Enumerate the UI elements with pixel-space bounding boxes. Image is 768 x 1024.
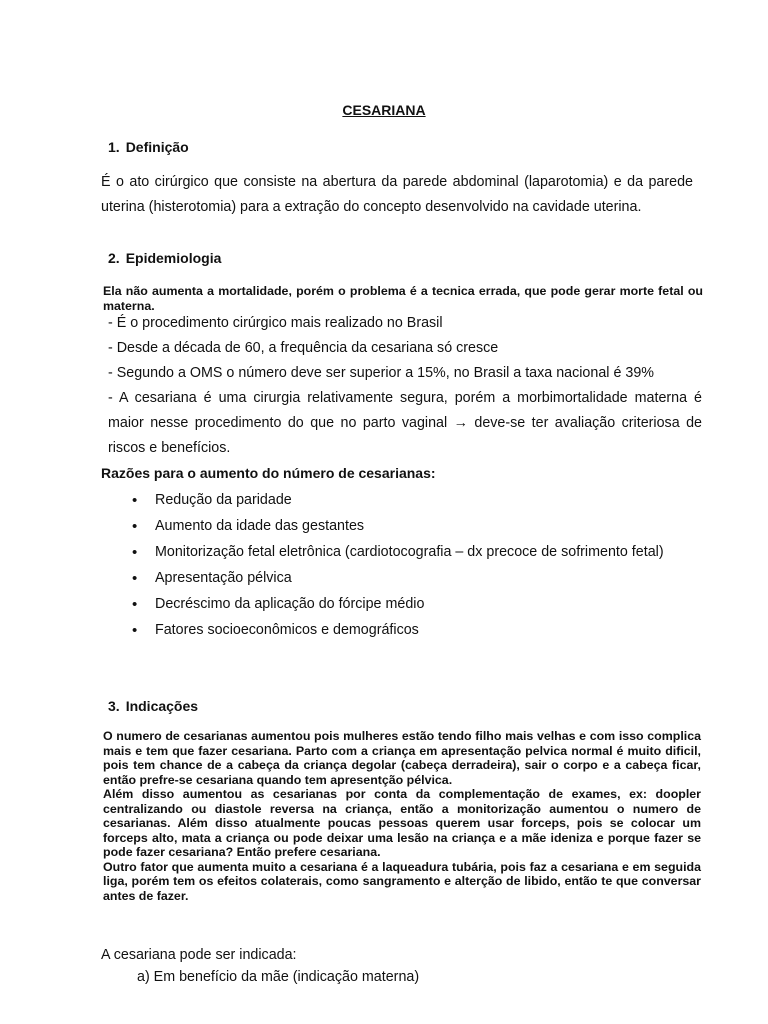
section-heading-epidemiologia (108, 250, 221, 266)
list-item: • Redução da paridade (132, 488, 692, 513)
epidemiologia-item: - Segundo a OMS o número deve ser superior a 15%, no Brasil a taxa nacional é 39% (108, 365, 654, 381)
section-label: Epidemiologia (125, 250, 222, 266)
document-title: CESARIANA (342, 102, 426, 118)
epidemiologia-item: - Desde a década de 60, a frequência da cesariana só cresce (108, 340, 499, 356)
indicacoes-paragraph: O numero de cesarianas aumentou pois mulheres estão tendo filho mais velhas e com isso complica mais e tem que fazer cesariana. Parto com a criança em apresentação pelvica normal é muito dificil, pois tem chance de a cabeça da criança degolar (cabeça derradeira), sair o corpo e a cabeça ficar, então prefre-se cesariana quando tem apresentção pélvica. (103, 729, 701, 787)
epidemiologia-item: - É o procedimento cirúrgico mais realizado no Brasil (108, 315, 443, 331)
reasons-title: Razões para o aumento do número de cesarianas: (101, 465, 436, 481)
epidemiologia-item-text: - A cesariana é uma cirurgia relativamente segura, porém a morbimortalidade materna é maior nesse procedimento do que no parto vaginal (108, 390, 702, 431)
list-item: • Monitorização fetal eletrônica (cardiotocografia – dx precoce de sofrimento fetal) (132, 540, 692, 565)
definicao-paragraph: É o ato cirúrgico que consiste na abertura da parede abdominal (laparotomia) e da parede uterina (histerotomia) para a extração do concepto desenvolvido na cavidade uterina. (101, 174, 693, 215)
section-label: Definição (125, 139, 189, 155)
indicada-intro: A cesariana pode ser indicada: (101, 947, 297, 963)
section-label: Indicações (125, 698, 199, 714)
list-item: • Aumento da idade das gestantes (132, 514, 692, 539)
epidemiologia-note: Ela não aumenta a mortalidade, porém o problema é a tecnica errada, que pode gerar morte fetal ou materna. (103, 284, 703, 313)
section-heading-definicao (108, 139, 189, 155)
indicacoes-paragraph: Outro fator que aumenta muito a cesariana é a laqueadura tubária, pois faz a cesariana e em seguida liga, porém tem os efeitos colaterais, como sangramento e alterção de libido, então te que conversar antes de fazer. (103, 859, 701, 903)
epidemiologia-item-text-cont: deve-se ter avaliação criteriosa de riscos e benefícios. (108, 415, 702, 456)
list-item: • Apresentação pélvica (132, 566, 692, 591)
section-number: 3. (108, 698, 120, 714)
indicada-item-a: a) Em benefício da mãe (indicação materna) (137, 969, 420, 985)
section-number: 2. (108, 250, 120, 266)
reasons-list (132, 488, 692, 644)
arrow-right-icon: → (453, 415, 468, 431)
list-item: • Decréscimo da aplicação do fórcipe médio (132, 592, 692, 617)
indicacoes-paragraph: Além disso aumentou as cesarianas por conta da complementação de exames, ex: doopler centralizando ou diastole reversa na criança, então a monitorização aumentou o numero de cesarianas. Além disso atualmente poucas pessoas querem usar forceps, pois se colocar um forceps alto, mata a criança ou pode deixar uma lesão na criança e a mãe ideniza e porque fazer se pode fazer cesariana? Então prefere cesariana. (103, 787, 701, 859)
section-heading-indicacoes (108, 698, 198, 714)
section-number: 1. (108, 139, 120, 155)
indicacoes-text (103, 729, 701, 903)
list-item: • Fatores socioeconômicos e demográficos (132, 618, 692, 643)
epidemiologia-item-long (108, 386, 702, 461)
